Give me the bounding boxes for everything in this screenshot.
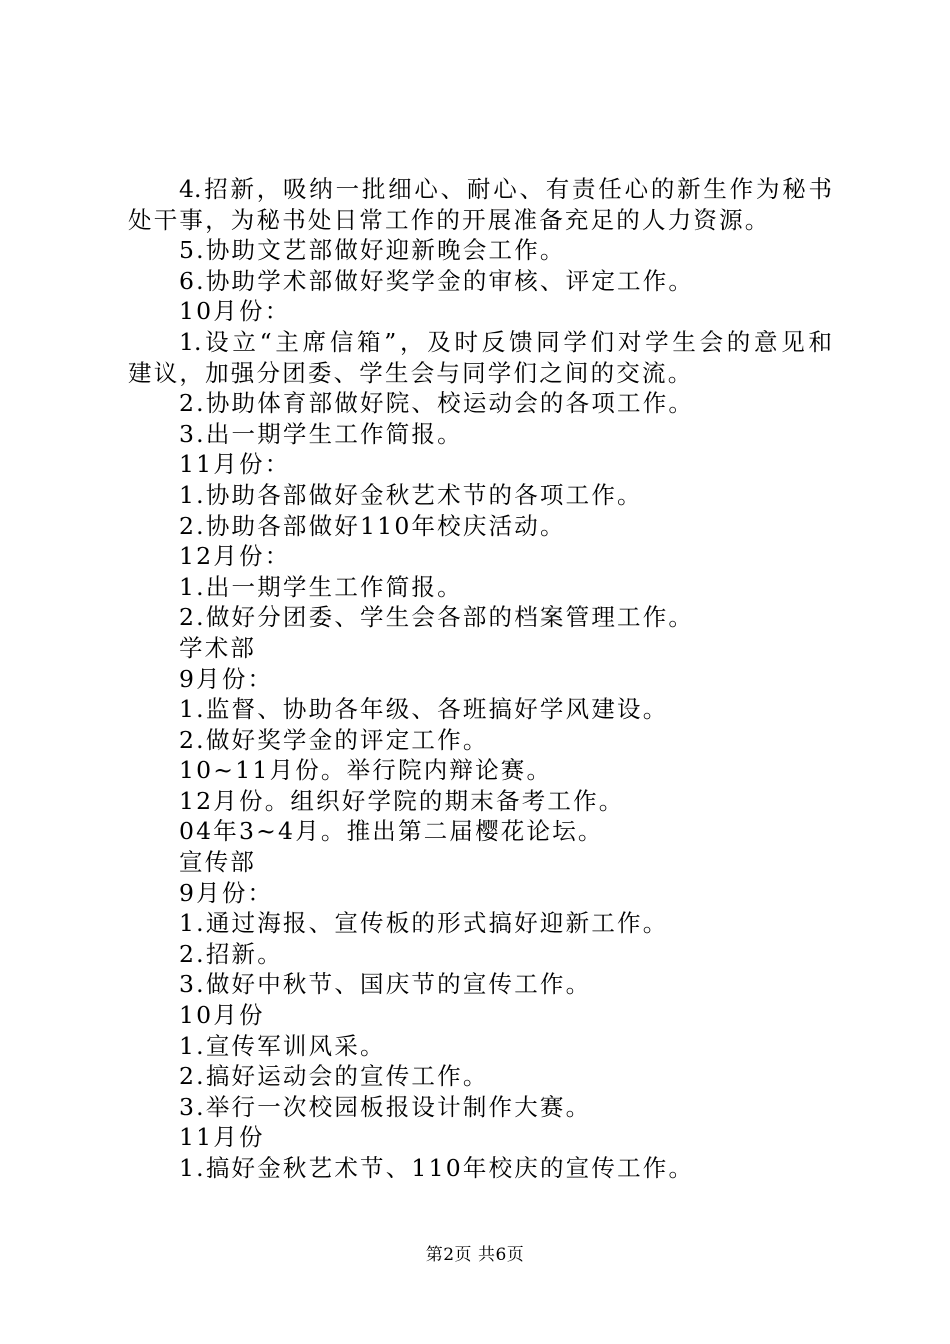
- text-line: 4.招新，吸纳一批细心、耐心、有责任心的新生作为秘书: [179, 175, 832, 203]
- paragraph: [128, 511, 832, 542]
- text-line: 11月份: [179, 1123, 265, 1152]
- paragraph: [128, 725, 832, 756]
- text-line: 1.通过海报、宣传板的形式搞好迎新工作。: [179, 909, 669, 938]
- text-line: 10~11月份。举行院内辩论赛。: [179, 756, 553, 785]
- paragraph: [128, 1153, 832, 1184]
- text-line: 2.做好分团委、学生会各部的档案管理工作。: [179, 603, 695, 632]
- text-line: 10月份：: [179, 297, 291, 326]
- document-body: [128, 174, 832, 1184]
- text-line: 10月份: [179, 1001, 265, 1030]
- text-line: 2.协助体育部做好院、校运动会的各项工作。: [179, 389, 695, 418]
- text-line: 1.宣传军训风采。: [179, 1031, 386, 1060]
- text-line: 宣传部: [179, 848, 257, 877]
- text-line: 处干事，为秘书处日常工作的开展准备充足的人力资源。: [128, 205, 771, 234]
- paragraph: [128, 480, 832, 511]
- text-line: 2.做好奖学金的评定工作。: [179, 725, 489, 754]
- text-line: 学术部: [179, 633, 257, 662]
- paragraph: [128, 969, 832, 1000]
- paragraph: [128, 939, 832, 970]
- paragraph: [128, 1092, 832, 1123]
- paragraph: [128, 1031, 832, 1062]
- paragraph: [128, 878, 832, 909]
- paragraph: [128, 1122, 832, 1153]
- text-line: 1.监督、协助各年级、各班搞好学风建设。: [179, 695, 669, 724]
- paragraph: [128, 235, 832, 266]
- paragraph: [128, 449, 832, 480]
- text-line: 建议，加强分团委、学生会与同学们之间的交流。: [128, 358, 694, 387]
- text-line: 12月份：: [179, 542, 291, 571]
- paragraph: [128, 541, 832, 572]
- paragraph: [128, 755, 832, 786]
- paragraph: [128, 664, 832, 695]
- paragraph: [128, 327, 832, 388]
- paragraph: [128, 1061, 832, 1092]
- paragraph: [128, 602, 832, 633]
- text-line: 3.出一期学生工作简报。: [179, 419, 463, 448]
- text-line: 2.招新。: [179, 939, 283, 968]
- page-footer: 第2页 共6页: [425, 1245, 525, 1265]
- paragraph: [128, 786, 832, 817]
- text-line: 1.搞好金秋艺术节、110年校庆的宣传工作。: [179, 1154, 695, 1182]
- text-line: 2.搞好运动会的宣传工作。: [179, 1062, 489, 1091]
- text-line: 12月份。组织好学院的期末备考工作。: [179, 786, 625, 815]
- paragraph: [128, 572, 832, 603]
- text-line: 6.协助学术部做好奖学金的审核、评定工作。: [179, 266, 695, 295]
- paragraph: [128, 419, 832, 450]
- paragraph: [128, 174, 832, 235]
- paragraph: [128, 847, 832, 878]
- text-line: 1.设立“主席信箱”，及时反馈同学们对学生会的意见和: [179, 327, 832, 356]
- text-line: 1.出一期学生工作简报。: [179, 572, 463, 601]
- paragraph: [128, 816, 832, 847]
- paragraph: [128, 633, 832, 664]
- text-line: 2.协助各部做好110年校庆活动。: [179, 511, 566, 540]
- text-line: 9月份：: [179, 664, 274, 693]
- text-line: 04年3~4月。推出第二届樱花论坛。: [179, 817, 604, 846]
- text-line: 5.协助文艺部做好迎新晚会工作。: [179, 236, 566, 265]
- paragraph: [128, 1000, 832, 1031]
- text-line: 3.举行一次校园板报设计制作大赛。: [179, 1092, 592, 1121]
- text-line: 9月份：: [179, 878, 274, 907]
- text-line: 3.做好中秋节、国庆节的宣传工作。: [179, 970, 592, 999]
- paragraph: [128, 266, 832, 297]
- paragraph: [128, 694, 832, 725]
- paragraph: [128, 296, 832, 327]
- paragraph: [128, 908, 832, 939]
- paragraph: [128, 388, 832, 419]
- text-line: 11月份：: [179, 450, 291, 479]
- text-line: 1.协助各部做好金秋艺术节的各项工作。: [179, 480, 643, 509]
